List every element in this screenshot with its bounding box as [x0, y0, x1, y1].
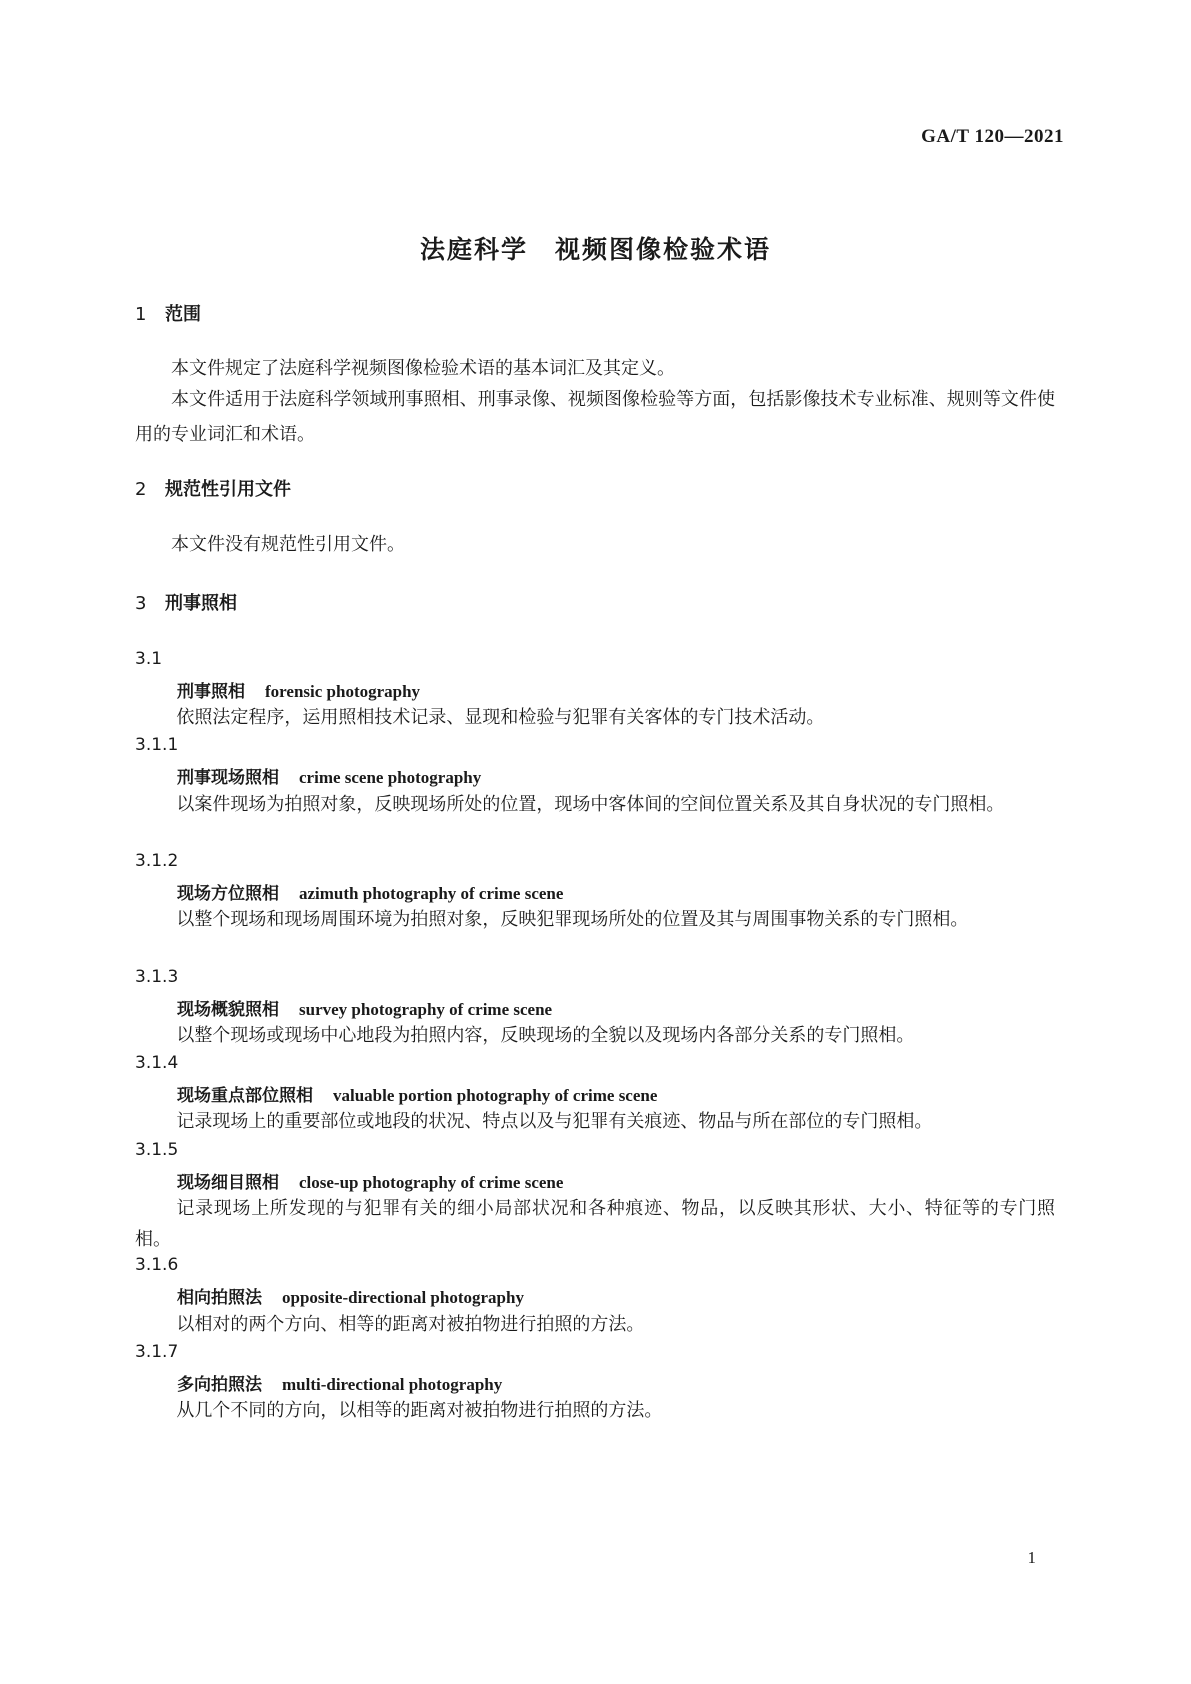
- term-chinese: 现场方位照相: [177, 884, 279, 904]
- term-english: opposite-directional photography: [282, 1288, 524, 1307]
- section-number: 1: [135, 304, 147, 325]
- page-number: 1: [1027, 1548, 1036, 1567]
- section-title: 范围: [165, 304, 201, 325]
- section-heading: [135, 475, 291, 501]
- term-number: 3.1.1: [135, 735, 179, 755]
- term-definition: 记录现场上的重要部位或地段的状况、特点以及与犯罪有关痕迹、物品与所在部位的专门照相。: [176, 1111, 933, 1132]
- term-number: 3.1.3: [135, 967, 179, 987]
- term-heading: [177, 1168, 563, 1193]
- term-english: forensic photography: [265, 682, 421, 701]
- document-number: GA/T 120—2021: [921, 126, 1064, 147]
- section-heading: [135, 300, 201, 326]
- term-heading: [177, 995, 552, 1020]
- term-heading: [177, 1370, 502, 1395]
- term-english: valuable portion photography of crime scene: [333, 1086, 658, 1105]
- term-chinese: 现场概貌照相: [177, 1000, 279, 1020]
- section-title: 刑事照相: [165, 593, 237, 614]
- term-chinese: 相向拍照法: [177, 1288, 262, 1308]
- section-number: 2: [135, 479, 147, 500]
- term-chinese: 刑事照相: [177, 682, 245, 702]
- term-heading: [177, 763, 481, 788]
- term-number: 3.1.4: [135, 1053, 179, 1073]
- term-number: 3.1.2: [135, 851, 179, 871]
- section-title: 规范性引用文件: [165, 479, 291, 500]
- term-definition: 以整个现场和现场周围环境为拍照对象，反映犯罪现场所处的位置及其与周围事物关系的专门照相。: [176, 909, 969, 930]
- term-chinese: 多向拍照法: [177, 1375, 262, 1395]
- document-title: 法庭科学 视频图像检验术语: [419, 235, 771, 264]
- term-number: 3.1.5: [135, 1140, 179, 1160]
- term-english: survey photography of crime scene: [299, 1000, 553, 1019]
- term-chinese: 刑事现场照相: [177, 768, 279, 788]
- term-number: 3.1: [135, 649, 163, 669]
- term-definition: 从几个不同的方向，以相等的距离对被拍物进行拍照的方法。: [176, 1400, 663, 1421]
- term-definition: 记录现场上所发现的与犯罪有关的细小局部状况和各种痕迹、物品，以反映其形状、大小、特征等的专门照相。: [135, 1198, 1055, 1250]
- paragraph: 本文件规定了法庭科学视频图像检验术语的基本词汇及其定义。: [171, 358, 675, 379]
- term-definition: 以案件现场为拍照对象，反映现场所处的位置，现场中客体间的空间位置关系及其自身状况的专门照相。: [176, 794, 1005, 815]
- term-english: multi-directional photography: [282, 1375, 503, 1394]
- term-chinese: 现场重点部位照相: [177, 1086, 313, 1106]
- term-number: 3.1.6: [135, 1255, 179, 1275]
- term-number: 3.1.7: [135, 1342, 179, 1362]
- term-definition: 依照法定程序，运用照相技术记录、显现和检验与犯罪有关客体的专门技术活动。: [176, 707, 825, 728]
- section-heading: [135, 589, 237, 615]
- term-definition: 以整个现场或现场中心地段为拍照内容，反映现场的全貌以及现场内各部分关系的专门照相。: [176, 1025, 915, 1046]
- paragraph: 本文件适用于法庭科学领域刑事照相、刑事录像、视频图像检验等方面，包括影像技术专业标准、规则等文件使用的专业词汇和术语。: [135, 389, 1055, 445]
- term-heading: [177, 677, 420, 702]
- paragraph: 本文件没有规范性引用文件。: [171, 534, 405, 555]
- term-heading: [177, 1081, 657, 1106]
- term-heading: [177, 1283, 524, 1308]
- term-definition: 以相对的两个方向、相等的距离对被拍物进行拍照的方法。: [176, 1314, 645, 1335]
- term-english: crime scene photography: [299, 768, 482, 787]
- term-english: close-up photography of crime scene: [299, 1173, 564, 1192]
- section-number: 3: [135, 593, 147, 614]
- term-chinese: 现场细目照相: [177, 1173, 279, 1193]
- term-heading: [177, 879, 563, 904]
- term-english: azimuth photography of crime scene: [299, 884, 564, 903]
